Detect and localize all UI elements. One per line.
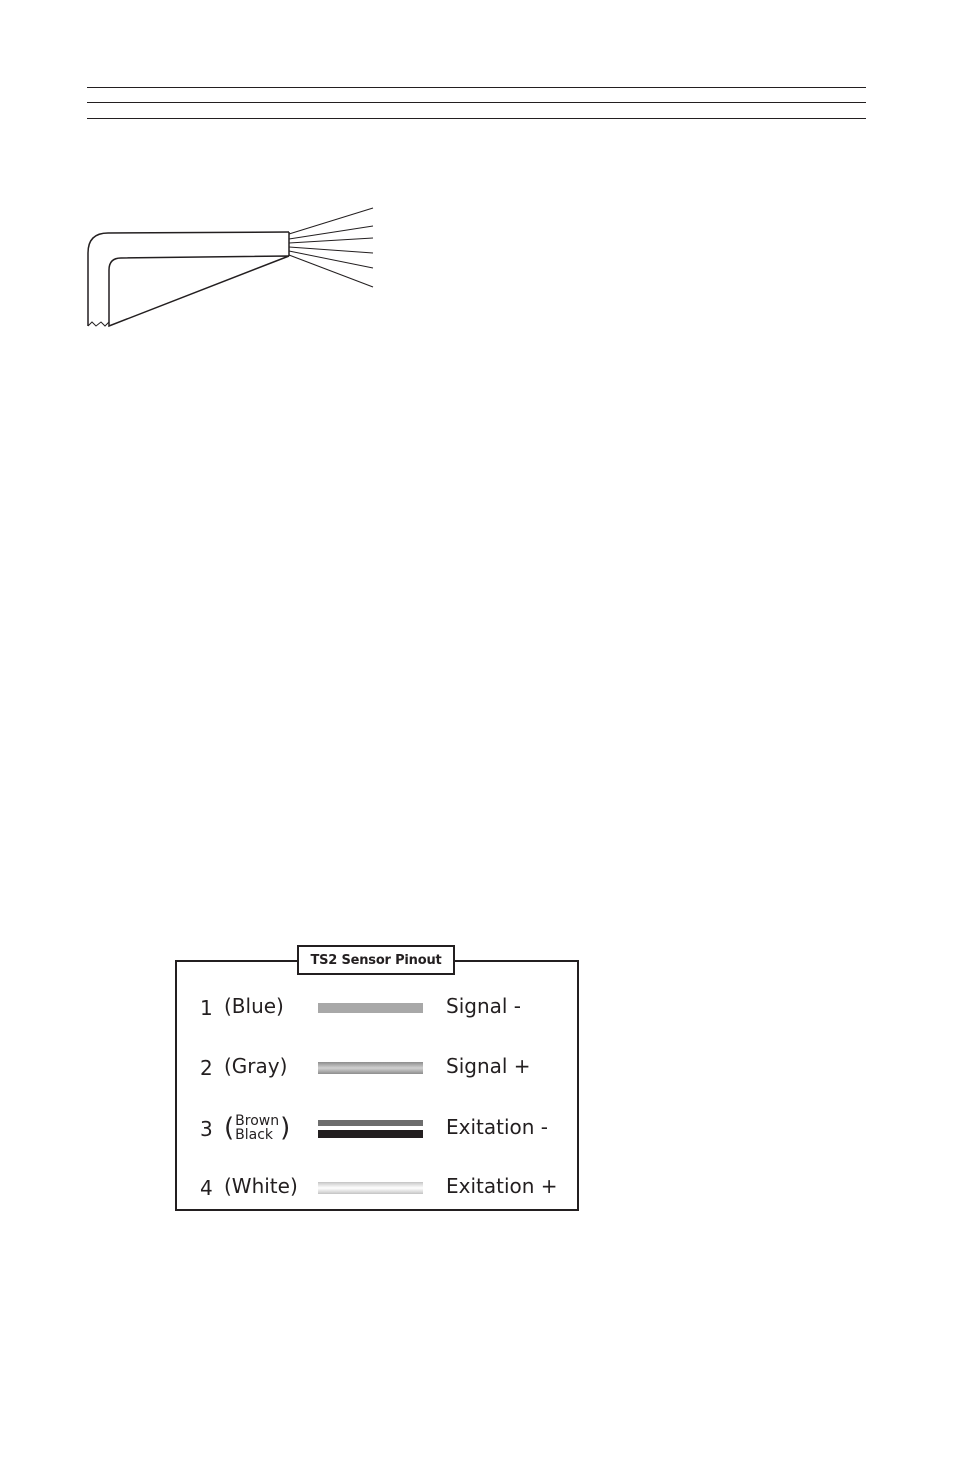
wire-swatch-blue — [318, 1003, 423, 1013]
pin-wire-color: (Gray) — [224, 1054, 288, 1078]
open-paren: ( — [224, 1113, 235, 1143]
pin-row-1 — [177, 992, 577, 1026]
pin-number: 3 — [200, 1117, 213, 1141]
wire-swatch-brown-band — [318, 1120, 423, 1126]
pinout-title: TS2 Sensor Pinout — [297, 945, 455, 975]
pin-signal: Signal - — [446, 994, 522, 1018]
header-rule-top — [87, 87, 866, 88]
pin-wire-color: (White) — [224, 1174, 298, 1198]
wire-swatch-brown-black — [318, 1120, 423, 1139]
wire-swatch-white — [318, 1182, 423, 1194]
pin-signal: Signal + — [446, 1054, 531, 1078]
wire-color-brown: Brown — [235, 1113, 280, 1129]
stacked-color-labels — [235, 1114, 279, 1142]
pin-row-4 — [177, 1172, 577, 1206]
header-rule-bottom — [87, 118, 866, 119]
pinout-box — [175, 960, 579, 1211]
pin-wire-color: (Blue) — [224, 994, 284, 1018]
cable-jacket-outline — [88, 232, 289, 326]
wire-2 — [289, 226, 373, 239]
pin-number: 1 — [200, 996, 213, 1020]
wire-color-black: Black — [235, 1127, 274, 1143]
pin-row-3 — [177, 1113, 577, 1147]
cable-cut-edge — [88, 322, 109, 326]
close-paren: ) — [280, 1113, 291, 1143]
wire-3 — [289, 238, 373, 243]
wire-1 — [289, 208, 373, 234]
pin-number: 2 — [200, 1056, 213, 1080]
pin-signal: Exitation - — [446, 1115, 549, 1139]
cable-illustration — [80, 200, 380, 335]
wire-swatch-gray — [318, 1062, 423, 1074]
pin-number: 4 — [200, 1176, 213, 1200]
header-rule-middle — [87, 102, 866, 103]
wire-swatch-black-band — [318, 1130, 423, 1138]
wire-4 — [289, 247, 373, 253]
pin-wire-color — [224, 1111, 290, 1145]
pin-signal: Exitation + — [446, 1174, 558, 1198]
pin-row-2 — [177, 1052, 577, 1086]
